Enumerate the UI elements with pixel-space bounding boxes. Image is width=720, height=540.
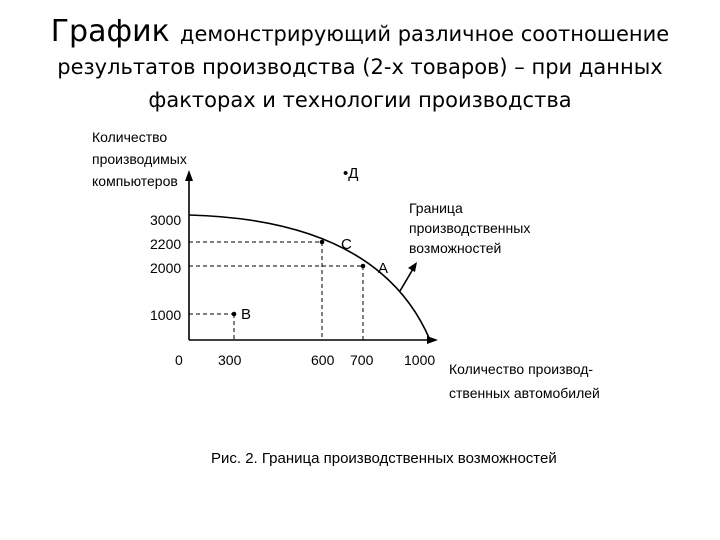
title-line3: факторах и технологии производства xyxy=(148,88,572,112)
point-b-marker xyxy=(232,312,237,317)
point-b-label: B xyxy=(241,306,252,323)
title-line2: результатов производства (2-х товаров) – при данных xyxy=(57,55,663,79)
guide-lines xyxy=(189,242,363,340)
x-tick-1000: 1000 xyxy=(404,352,436,368)
y-tick-3000: 3000 xyxy=(150,212,182,228)
point-a-marker xyxy=(361,264,366,269)
y-tick-1000: 1000 xyxy=(150,307,182,323)
annotation-arrow-head xyxy=(408,262,417,272)
title-line1-rest: демонстрирующий различное соотношение xyxy=(179,22,670,46)
y-tick-2200: 2200 xyxy=(150,236,182,252)
figure-caption: Рис. 2. Граница производственных возможностей xyxy=(211,450,557,467)
title-word-big: График xyxy=(50,14,170,49)
annotation-arrow-line xyxy=(400,269,413,291)
point-a-label: A xyxy=(378,260,389,277)
point-d-label: •Д xyxy=(343,165,359,182)
x-tick-600: 600 xyxy=(311,352,335,368)
annotation-line3: возможностей xyxy=(409,240,502,256)
y-axis-label-line1: Количество xyxy=(92,129,168,145)
point-c-marker xyxy=(320,240,325,245)
ppf-curve xyxy=(189,215,430,340)
annotation-line1: Граница xyxy=(409,200,463,216)
y-tick-2000: 2000 xyxy=(150,260,182,276)
origin-label: 0 xyxy=(175,352,183,368)
x-axis-label-line2: ственных автомобилей xyxy=(449,385,600,401)
x-tick-700: 700 xyxy=(350,352,374,368)
y-axis-label-line3: компьютеров xyxy=(92,173,178,189)
x-axis-label-line1: Количество производ- xyxy=(449,361,594,377)
annotation-line2: производственных xyxy=(409,220,531,236)
y-axis-label-line2: производимых xyxy=(92,151,187,167)
y-axis-arrow xyxy=(185,170,193,181)
point-c-label: C xyxy=(341,236,352,253)
x-tick-300: 300 xyxy=(218,352,242,368)
